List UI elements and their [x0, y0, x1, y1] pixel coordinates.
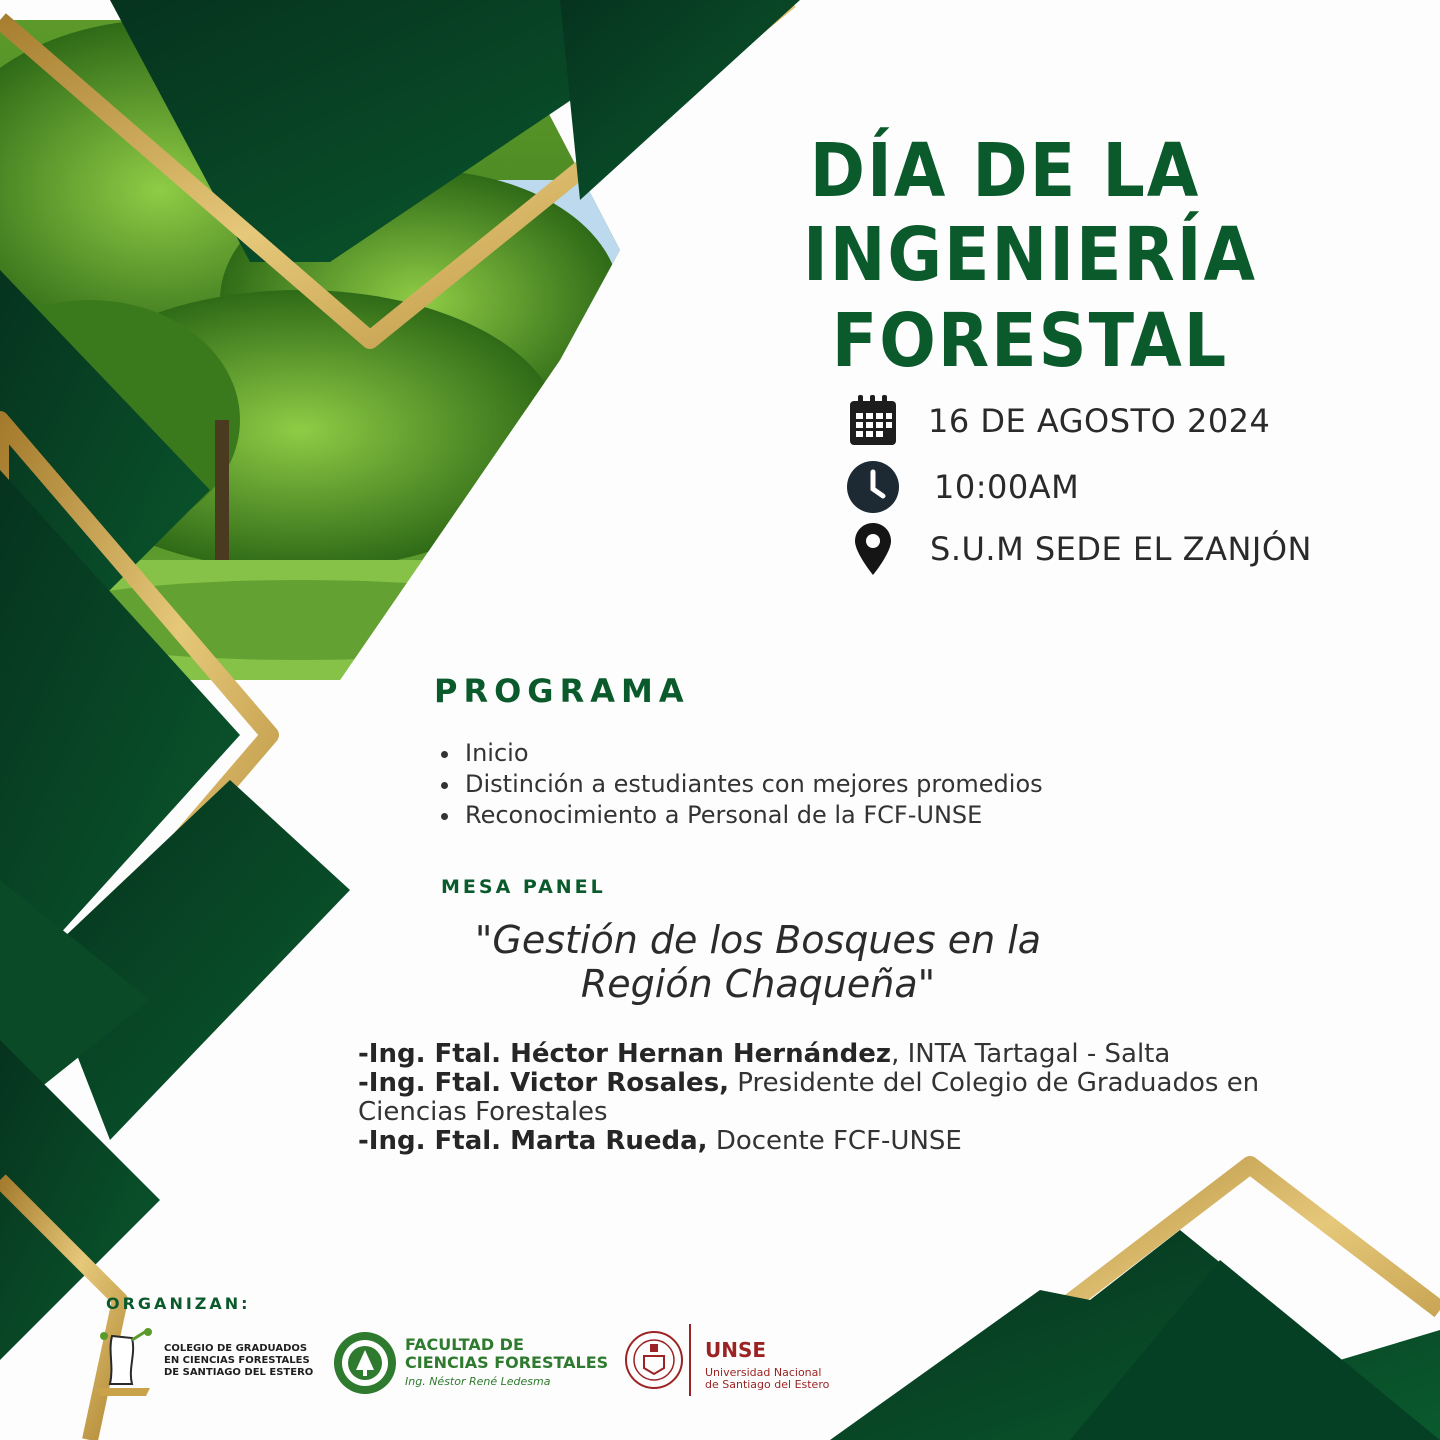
programa-heading: PROGRAMA: [434, 672, 690, 710]
panel-title-line-1: "Gestión de los Bosques en la: [474, 918, 1042, 962]
facultad-line-2: CIENCIAS FORESTALES: [405, 1353, 609, 1372]
map-pin-icon: [846, 522, 900, 576]
panel-title-line-2: Región Chaqueña": [580, 962, 936, 1006]
title-line-2: INGENIERÍA FORESTAL: [802, 212, 1258, 384]
colegio-line-1: COLEGIO DE GRADUADOS: [164, 1343, 308, 1354]
colegio-line-3: DE SANTIAGO DEL ESTERO: [164, 1367, 314, 1378]
unse-line-1: Universidad Nacional: [705, 1366, 822, 1379]
event-date: 16 DE AGOSTO 2024: [928, 402, 1271, 440]
mesa-panel-heading: MESA PANEL: [441, 876, 606, 898]
panel-title: [408, 918, 1108, 1006]
speakers-list: [358, 1040, 1368, 1156]
calendar-icon: [846, 394, 900, 448]
colegio-logo-icon: [92, 1326, 154, 1396]
event-time: 10:00AM: [934, 468, 1080, 506]
clock-icon: [846, 460, 900, 514]
colegio-line-2: EN CIENCIAS FORESTALES: [164, 1355, 310, 1366]
list-item: Distinción a estudiantes con mejores promedios: [438, 769, 1043, 800]
list-item: Reconocimiento a Personal de la FCF-UNSE: [438, 800, 1043, 831]
unse-logo-name: UNSE: [705, 1338, 767, 1362]
colegio-logo-text: [164, 1343, 313, 1379]
unse-seal-icon: [622, 1322, 698, 1398]
speaker-affiliation: , INTA Tartagal - Salta: [891, 1039, 1171, 1069]
location-row: [846, 522, 1312, 576]
speaker-name: -Ing. Ftal. Victor Rosales,: [358, 1068, 730, 1098]
speaker-affiliation: Presidente del Colegio de Graduados en Ciencias Forestales: [358, 1068, 1260, 1127]
event-location: S.U.M SEDE EL ZANJÓN: [930, 530, 1312, 568]
title-line-1: DÍA DE LA: [809, 128, 1201, 214]
list-item: Inicio: [438, 738, 1043, 769]
facultad-line-1: FACULTAD DE: [405, 1335, 524, 1354]
date-row: [846, 394, 1270, 448]
unse-line-2: de Santiago del Estero: [705, 1378, 830, 1391]
programa-list: [438, 738, 1043, 831]
speaker-affiliation: Docente FCF-UNSE: [707, 1126, 962, 1156]
organizers-heading: ORGANIZAN:: [106, 1294, 251, 1313]
speaker-item: [358, 1040, 1368, 1069]
speaker-name: -Ing. Ftal. Héctor Hernan Hernández: [358, 1039, 892, 1069]
unse-logo-text: [705, 1367, 829, 1391]
speaker-name: -Ing. Ftal. Marta Rueda,: [358, 1126, 708, 1156]
facultad-subtitle: Ing. Néstor René Ledesma: [405, 1375, 551, 1388]
facultad-logo-icon: [332, 1330, 398, 1396]
speaker-item: [358, 1069, 1368, 1127]
time-row: [846, 460, 1079, 514]
facultad-logo-text: [405, 1336, 608, 1372]
speaker-item: [358, 1127, 1368, 1156]
